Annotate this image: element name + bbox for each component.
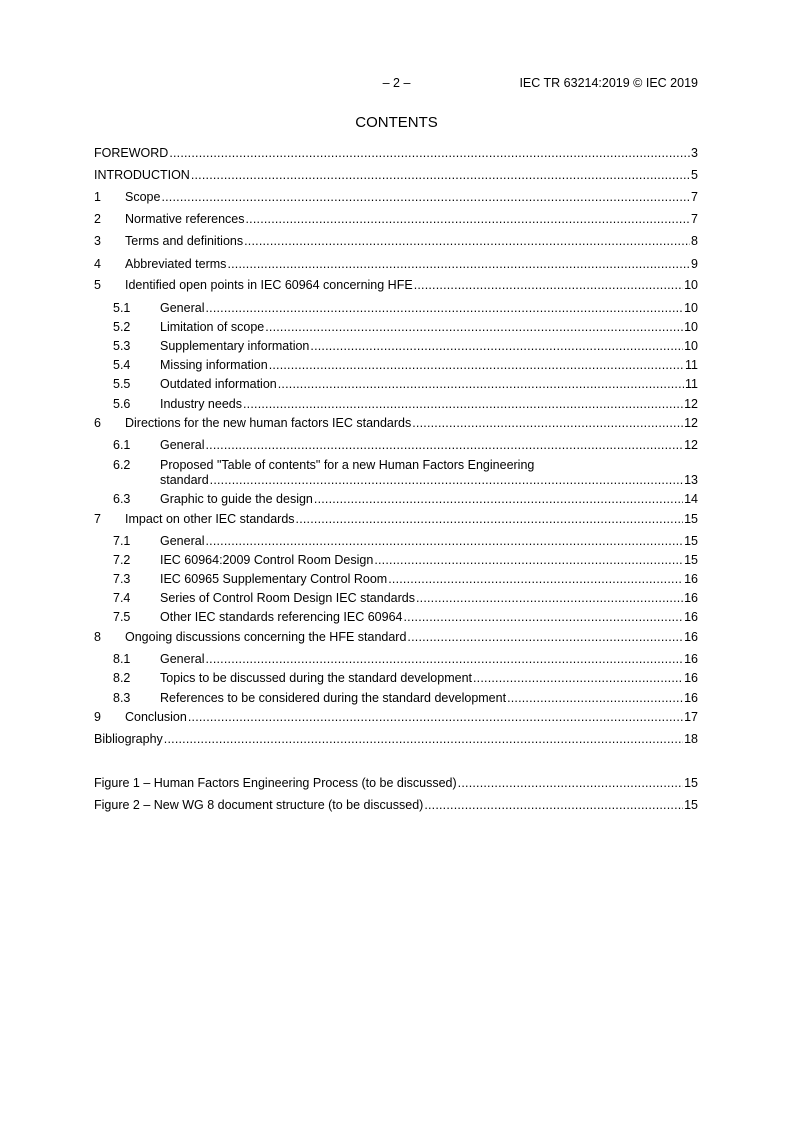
contents-title: CONTENTS — [355, 114, 438, 131]
toc-entry-title: General — [160, 534, 205, 548]
toc-entry[interactable] — [94, 610, 698, 625]
document-identifier: IEC TR 63214:2019 © IEC 2019 — [519, 76, 698, 90]
toc-entry[interactable] — [94, 397, 698, 412]
toc-entry-page: 7 — [691, 190, 698, 204]
toc-entry-number: 5 — [94, 278, 101, 292]
toc-entry-number: 5.1 — [113, 301, 131, 315]
toc-entry-title: Industry needs — [160, 397, 242, 411]
dot-leader — [244, 234, 690, 249]
toc-entry[interactable] — [94, 212, 698, 227]
toc-entry-number: 9 — [94, 710, 101, 724]
toc-entry-number: 6 — [94, 416, 101, 430]
toc-entry[interactable] — [94, 234, 698, 249]
toc-entry-page: 15 — [684, 512, 698, 526]
toc-entry[interactable] — [94, 320, 698, 335]
toc-entry[interactable] — [94, 358, 698, 373]
dot-leader — [269, 358, 684, 373]
toc-entry-number: 7.2 — [113, 553, 131, 567]
toc-entry[interactable] — [94, 168, 698, 183]
toc-entry[interactable] — [94, 671, 698, 686]
toc-entry-page: 16 — [684, 691, 698, 705]
toc-entry-title-continued: standard — [160, 473, 209, 487]
toc-entry-title: References to be considered during the standard development — [160, 691, 507, 705]
toc-entry-number: 1 — [94, 190, 101, 204]
toc-entry-page: 17 — [684, 710, 698, 724]
toc-entry-title: Other IEC standards referencing IEC 60964 — [160, 610, 403, 624]
dot-leader — [188, 710, 683, 725]
toc-entry-number: 5.3 — [113, 339, 131, 353]
toc-entry[interactable] — [94, 146, 698, 161]
toc-entry-title: Proposed "Table of contents" for a new Human Factors Engineering — [160, 458, 535, 472]
toc-entry-number: 7.1 — [113, 534, 131, 548]
dot-leader — [278, 377, 684, 392]
toc-entry[interactable] — [94, 732, 698, 747]
dot-leader — [227, 257, 690, 272]
toc-entry-title: Outdated information — [160, 377, 277, 391]
toc-entry-title: Limitation of scope — [160, 320, 265, 334]
toc-entry-number: 2 — [94, 212, 101, 226]
toc-entry-number: 5.4 — [113, 358, 131, 372]
toc-entry-number: 6.2 — [113, 458, 131, 472]
toc-entry[interactable] — [94, 257, 698, 272]
toc-entry-page: 16 — [684, 610, 698, 624]
toc-entry-page: 16 — [684, 671, 698, 685]
toc-entry-number: 7.4 — [113, 591, 131, 605]
toc-entry-page: 5 — [691, 168, 698, 182]
figure-list-item[interactable] — [94, 776, 698, 791]
toc-entry[interactable] — [94, 301, 698, 316]
toc-entry-page: 10 — [684, 278, 698, 292]
page-number: – 2 – — [382, 76, 411, 90]
toc-entry[interactable] — [94, 416, 698, 431]
dot-leader — [404, 610, 684, 625]
figure-list-page: 15 — [684, 798, 698, 812]
toc-entry-page: 15 — [684, 534, 698, 548]
toc-entry-title: Directions for the new human factors IEC standards — [125, 416, 412, 430]
dot-leader — [205, 301, 683, 316]
dot-leader — [164, 732, 683, 747]
toc-entry-title: INTRODUCTION — [94, 168, 190, 182]
dot-leader — [296, 512, 684, 527]
figure-list-item[interactable] — [94, 798, 698, 813]
toc-entry-page: 12 — [684, 416, 698, 430]
dot-leader — [412, 416, 683, 431]
dot-leader — [205, 652, 683, 667]
toc-entry-number: 7.3 — [113, 572, 131, 586]
toc-entry-number: 8.1 — [113, 652, 131, 666]
toc-entry-page: 16 — [684, 630, 698, 644]
toc-entry-title: Series of Control Room Design IEC standards — [160, 591, 415, 605]
toc-entry[interactable] — [94, 339, 698, 354]
toc-entry-page: 10 — [684, 320, 698, 334]
toc-entry[interactable] — [94, 377, 698, 392]
dot-leader — [424, 798, 683, 813]
toc-entry-title: IEC 60965 Supplementary Control Room — [160, 572, 388, 586]
toc-entry[interactable] — [94, 534, 698, 549]
toc-entry[interactable] — [94, 458, 698, 490]
toc-entry-page: 18 — [684, 732, 698, 746]
toc-entry-page: 7 — [691, 212, 698, 226]
toc-entry-page: 12 — [684, 438, 698, 452]
toc-entry-title: Ongoing discussions concerning the HFE standard — [125, 630, 407, 644]
toc-entry-title: Terms and definitions — [125, 234, 244, 248]
toc-entry-page: 10 — [684, 301, 698, 315]
dot-leader — [473, 671, 683, 686]
dot-leader — [191, 168, 690, 183]
dot-leader — [246, 212, 691, 227]
figure-list-title: Figure 1 – Human Factors Engineering Process (to be discussed) — [94, 776, 457, 790]
dot-leader — [374, 553, 683, 568]
dot-leader — [507, 691, 683, 706]
toc-entry[interactable] — [94, 652, 698, 667]
toc-entry[interactable] — [94, 553, 698, 568]
dot-leader — [210, 473, 683, 488]
toc-entry[interactable] — [94, 691, 698, 706]
dot-leader — [388, 572, 683, 587]
dot-leader — [458, 776, 683, 791]
dot-leader — [205, 534, 683, 549]
figure-list-page: 15 — [684, 776, 698, 790]
toc-entry-title: General — [160, 438, 205, 452]
toc-entry-page: 12 — [684, 397, 698, 411]
toc-entry[interactable] — [94, 512, 698, 527]
toc-entry-page: 10 — [684, 339, 698, 353]
toc-entry-number: 4 — [94, 257, 101, 271]
toc-entry-number: 8 — [94, 630, 101, 644]
figure-list-title: Figure 2 – New WG 8 document structure (to be discussed) — [94, 798, 424, 812]
toc-entry-title: Topics to be discussed during the standard development — [160, 671, 472, 685]
toc-entry[interactable] — [94, 492, 698, 507]
toc-entry-page: 14 — [684, 492, 698, 506]
toc-entry-title: IEC 60964:2009 Control Room Design — [160, 553, 374, 567]
toc-entry[interactable] — [94, 710, 698, 725]
toc-entry[interactable] — [94, 591, 698, 606]
toc-entry-title: FOREWORD — [94, 146, 169, 160]
toc-entry-number: 5.6 — [113, 397, 131, 411]
toc-entry[interactable] — [94, 572, 698, 587]
toc-entry[interactable] — [94, 630, 698, 645]
toc-entry-page: 8 — [691, 234, 698, 248]
dot-leader — [314, 492, 683, 507]
toc-entry-number: 6.1 — [113, 438, 131, 452]
toc-entry-page: 9 — [691, 257, 698, 271]
dot-leader — [265, 320, 683, 335]
toc-entry-page: 3 — [691, 146, 698, 160]
toc-entry-title: Graphic to guide the design — [160, 492, 313, 506]
toc-entry-title: Impact on other IEC standards — [125, 512, 295, 526]
toc-entry-page: 16 — [684, 572, 698, 586]
toc-entry-title: Conclusion — [125, 710, 187, 724]
toc-entry-title: Abbreviated terms — [125, 257, 227, 271]
dot-leader — [414, 278, 683, 293]
toc-entry[interactable] — [94, 438, 698, 453]
dot-leader — [169, 146, 690, 161]
toc-entry-page: 13 — [684, 473, 698, 487]
dot-leader — [310, 339, 683, 354]
toc-entry-page: 16 — [684, 652, 698, 666]
dot-leader — [407, 630, 683, 645]
toc-entry-number: 7.5 — [113, 610, 131, 624]
toc-entry-number: 5.5 — [113, 377, 131, 391]
dot-leader — [205, 438, 683, 453]
toc-entry-title: General — [160, 301, 205, 315]
toc-entry-page: 11 — [685, 358, 698, 372]
toc-entry-title: Scope — [125, 190, 161, 204]
toc-entry-page: 15 — [684, 553, 698, 567]
dot-leader — [416, 591, 683, 606]
toc-entry-title: Missing information — [160, 358, 268, 372]
toc-entry[interactable] — [94, 278, 698, 293]
toc-entry-number: 3 — [94, 234, 101, 248]
toc-entry-title: General — [160, 652, 205, 666]
dot-leader — [243, 397, 683, 412]
toc-entry-number: 5.2 — [113, 320, 131, 334]
toc-entry-title: Identified open points in IEC 60964 concerning HFE — [125, 278, 413, 292]
toc-entry-number: 8.3 — [113, 691, 131, 705]
toc-entry-number: 7 — [94, 512, 101, 526]
toc-entry-page: 11 — [685, 377, 698, 391]
toc-entry-number: 6.3 — [113, 492, 131, 506]
toc-entry-title: Bibliography — [94, 732, 163, 746]
toc-entry-page: 16 — [684, 591, 698, 605]
toc-entry-title: Supplementary information — [160, 339, 310, 353]
toc-entry-number: 8.2 — [113, 671, 131, 685]
dot-leader — [161, 190, 690, 205]
toc-entry[interactable] — [94, 190, 698, 205]
toc-entry-title: Normative references — [125, 212, 245, 226]
